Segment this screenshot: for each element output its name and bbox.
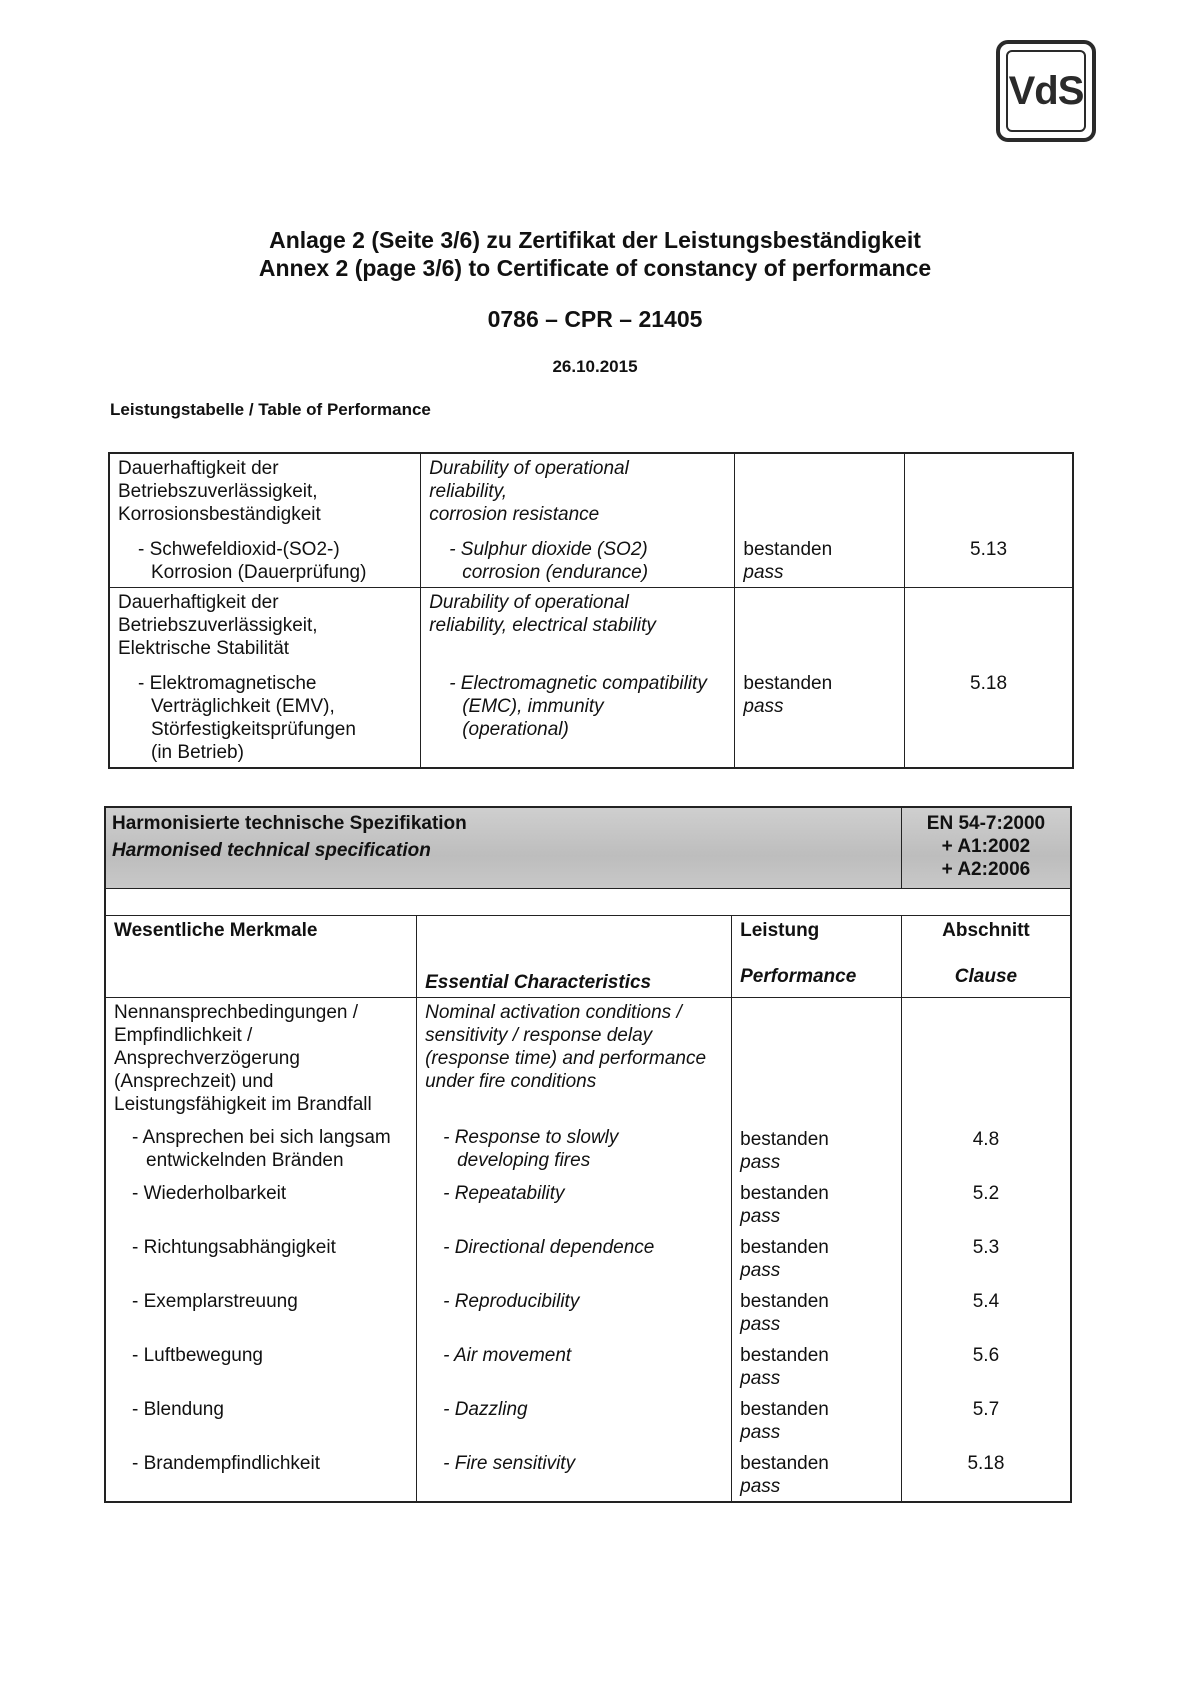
cell-line: Dauerhaftigkeit der [118, 592, 279, 613]
cell-line: - Brandempfindlichkeit [132, 1453, 320, 1474]
header-text: Performance [740, 966, 857, 987]
cell-line: developing fires [457, 1150, 591, 1171]
clause-cell [905, 453, 1073, 588]
performance-en: pass [740, 1476, 781, 1497]
cell-line: - Wiederholbarkeit [132, 1183, 287, 1204]
table-caption: Leistungstabelle / Table of Performance [110, 400, 431, 419]
performance-cell [735, 588, 905, 769]
cell-line: Korrosion (Dauerprüfung) [151, 562, 367, 583]
performance-en: pass [743, 696, 784, 717]
cell-line: - Sulphur dioxide (SO2) [449, 539, 648, 560]
performance-table-2 [104, 806, 1072, 1503]
clause-cell [901, 998, 1071, 1503]
cell-line: - Elektromagnetische [138, 673, 317, 694]
performance-de: bestanden [740, 1129, 829, 1150]
cell-line: Nominal activation conditions / [425, 1002, 682, 1023]
cell-line: Dauerhaftigkeit der [118, 458, 279, 479]
cell-line: - Reproducibility [443, 1291, 580, 1312]
performance-de: bestanden [743, 539, 833, 560]
performance-de: bestanden [740, 1453, 829, 1474]
table-row [109, 453, 1073, 588]
vds-logo [996, 40, 1096, 142]
performance-table-1 [108, 452, 1074, 769]
characteristic-de-cell [109, 453, 421, 588]
clause-cell [905, 588, 1073, 769]
performance-en: pass [740, 1206, 781, 1227]
cell-line: - Electromagnetic compatibility [449, 673, 707, 694]
clause-value: 5.7 [972, 1399, 1000, 1420]
performance-de: bestanden [740, 1345, 829, 1366]
performance-en: pass [740, 1314, 781, 1335]
header-text: Essential Characteristics [425, 972, 652, 993]
cell-line: Durability of operational [429, 592, 629, 613]
cell-line: Durability of operational [429, 458, 629, 479]
performance-cell [735, 453, 905, 588]
cell-line: under fire conditions [425, 1071, 597, 1092]
cell-line: sensitivity / response delay [425, 1025, 653, 1046]
performance-en: pass [740, 1368, 781, 1389]
cell-line: reliability, electrical stability [429, 615, 656, 636]
cell-line: - Directional dependence [443, 1237, 655, 1258]
spec-header-row [105, 807, 1071, 889]
performance-cell [732, 998, 902, 1503]
cell-line: - Exemplarstreuung [132, 1291, 298, 1312]
clause-value: 5.4 [972, 1291, 1000, 1312]
characteristic-de-cell [105, 998, 417, 1503]
cell-line: - Ansprechen bei sich langsam [132, 1127, 391, 1148]
cell-line: - Dazzling [443, 1399, 528, 1420]
cell-line: (Ansprechzeit) und [114, 1071, 274, 1092]
characteristic-en-cell [421, 588, 735, 769]
performance-de: bestanden [740, 1237, 829, 1258]
cell-line: - Fire sensitivity [443, 1453, 576, 1474]
cell-line: Ansprechverzögerung [114, 1048, 300, 1069]
standard-line: EN 54-7:2000 [926, 813, 1046, 834]
header-col3 [732, 916, 902, 998]
cell-line: Elektrische Stabilität [118, 638, 290, 659]
title-en: Annex 2 (page 3/6) to Certificate of constancy of performance [258, 255, 932, 281]
clause-value: 4.8 [972, 1129, 1000, 1150]
performance-de: bestanden [743, 673, 833, 694]
clause-value: 5.18 [970, 673, 1008, 694]
header-text: Clause [954, 966, 1018, 987]
cell-line: entwickelnden Bränden [146, 1150, 344, 1171]
standard-line: + A1:2002 [941, 836, 1031, 857]
characteristic-en-cell [421, 453, 735, 588]
certificate-number: 0786 – CPR – 21405 [487, 306, 703, 332]
cell-line: reliability, [429, 481, 507, 502]
performance-de: bestanden [740, 1183, 829, 1204]
cell-line: - Luftbewegung [132, 1345, 263, 1366]
cell-line: - Blendung [132, 1399, 224, 1420]
cell-line: - Schwefeldioxid-(SO2-) [138, 539, 340, 560]
cell-line: Nennansprechbedingungen / [114, 1002, 359, 1023]
vds-logo-text: VdS [1006, 50, 1086, 132]
standard-cell [901, 807, 1071, 889]
certificate-date: 26.10.2015 [552, 357, 638, 376]
cell-line: - Repeatability [443, 1183, 565, 1204]
cell-line: Betriebszuverlässigkeit, [118, 615, 318, 636]
spec-title-en: Harmonised technical specification [112, 840, 431, 861]
cell-line: Empfindlichkeit / [114, 1025, 253, 1046]
performance-en: pass [740, 1260, 781, 1281]
table-row [105, 998, 1071, 1503]
spec-title-cell [105, 807, 901, 889]
cell-line: corrosion resistance [429, 504, 600, 525]
spec-title-de: Harmonisierte technische Spezifikation [112, 813, 467, 834]
cell-line: - Richtungsabhängigkeit [132, 1237, 336, 1258]
cell-line: Verträglichkeit (EMV), [151, 696, 335, 717]
title-de: Anlage 2 (Seite 3/6) zu Zertifikat der Leistungsbeständigkeit [269, 227, 921, 253]
clause-value: 5.6 [972, 1345, 1000, 1366]
performance-en: pass [740, 1152, 781, 1173]
spacer-row [105, 889, 1071, 916]
table-row [109, 588, 1073, 769]
header-text: Abschnitt [942, 920, 1030, 941]
standard-line: + A2:2006 [941, 859, 1031, 880]
cell-line: (in Betrieb) [151, 742, 244, 763]
cell-line: corrosion (endurance) [462, 562, 649, 583]
performance-de: bestanden [740, 1399, 829, 1420]
cell-line: Leistungsfähigkeit im Brandfall [114, 1094, 372, 1115]
performance-en: pass [743, 562, 784, 583]
cell-line: - Air movement [443, 1345, 572, 1366]
clause-value: 5.18 [967, 1453, 1005, 1474]
characteristic-de-cell [109, 588, 421, 769]
characteristic-en-cell [417, 998, 732, 1503]
performance-en: pass [740, 1422, 781, 1443]
cell-line: (operational) [462, 719, 569, 740]
cell-line: (EMC), immunity [462, 696, 604, 717]
header-text: Leistung [740, 920, 820, 941]
header-text: Wesentliche Merkmale [114, 920, 318, 941]
clause-value: 5.2 [972, 1183, 1000, 1204]
header-col4 [901, 916, 1071, 998]
cell-line: Korrosionsbeständigkeit [118, 504, 321, 525]
clause-value: 5.13 [970, 539, 1008, 560]
performance-de: bestanden [740, 1291, 829, 1312]
clause-value: 5.3 [972, 1237, 1000, 1258]
cell-line: Störfestigkeitsprüfungen [151, 719, 356, 740]
cell-line: (response time) and performance [425, 1048, 707, 1069]
cell-line: Betriebszuverlässigkeit, [118, 481, 318, 502]
cell-line: - Response to slowly [443, 1127, 619, 1148]
column-header-row [105, 916, 1071, 998]
header-col1 [105, 916, 417, 998]
header-col2 [417, 916, 732, 998]
